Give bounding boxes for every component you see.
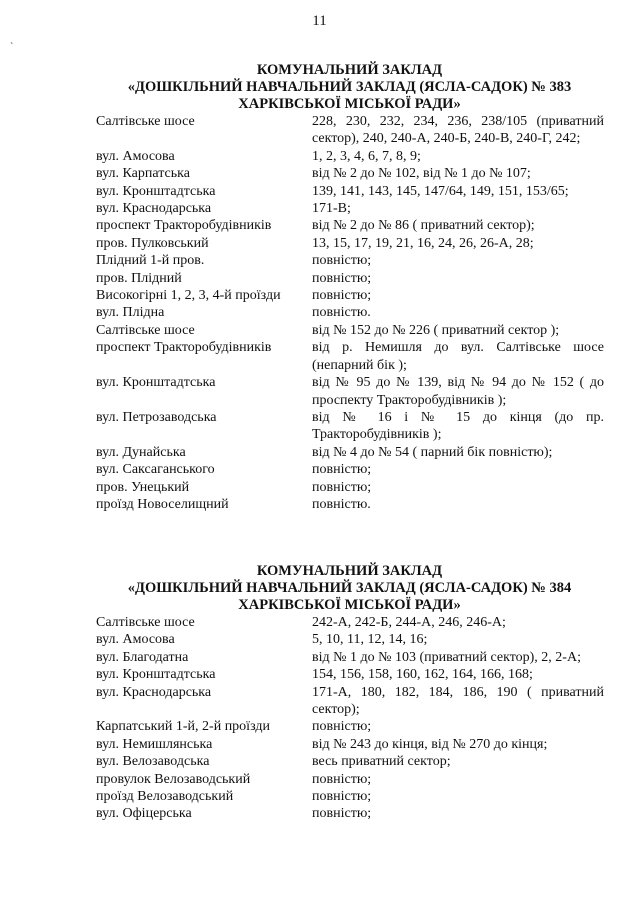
house-numbers: 13, 15, 17, 19, 21, 16, 24, 26, 26-А, 28; [312,235,534,251]
street-name: вул. Дунайська [96,444,186,460]
street-name: Салтівське шосе [96,615,195,630]
heading-line: КОМУНАЛЬНИЙ ЗАКЛАД [256,62,443,78]
house-numbers: від № 2 до № 102, від № 1 до № 107; [312,166,531,182]
house-numbers: 171-В; [312,201,351,217]
address-row [0,771,639,788]
house-numbers: 242-А, 242-Б, 244-А, 246, 246-А; [312,615,506,630]
address-row [0,200,639,217]
address-row [0,339,639,374]
heading-line: КОМУНАЛЬНИЙ ЗАКЛАД [256,563,443,579]
street-name: вул. Велозаводська [96,754,210,770]
address-row [0,322,639,339]
house-numbers: повністю; [312,462,372,478]
heading-line: ХАРКІВСЬКОЇ МІСЬКОЇ РАДИ» [238,96,461,112]
street-name: вул. Офіцерська [96,806,192,822]
address-row [0,479,639,496]
house-numbers: від № 243 до кінця, від № 270 до кінця; [312,736,548,752]
address-row [0,736,639,753]
address-row [0,165,639,182]
address-row [0,753,639,770]
address-row [0,496,639,513]
street-name: проспект Тракторобудівників [96,340,272,356]
house-numbers: повністю; [312,253,372,269]
street-name: пров. Плідний [96,270,182,286]
address-row [0,631,639,648]
address-row [0,788,639,805]
street-name: проїзд Велозаводський [96,789,234,805]
street-name: Салтівське шосе [96,322,195,338]
section-heading [0,563,639,614]
street-name: Карпатський 1-й, 2-й проїзди [96,719,270,735]
house-numbers: повністю; [312,479,372,495]
address-list [0,113,639,513]
section-kindergarten-384 [0,563,639,823]
house-numbers: від № 16 і № 15 до кінця (до пр. Тракторобудівників ); [312,409,604,443]
address-row [0,684,639,719]
address-row [0,235,639,252]
street-name: вул. Кронштадтська [96,183,216,199]
heading-line: «ДОШКІЛЬНИЙ НАВЧАЛЬНИЙ ЗАКЛАД (ЯСЛА-САДОК) № 384 [127,580,572,596]
section-heading [0,62,639,113]
page-number: 11 [312,13,327,29]
house-numbers: від № 152 до № 226 ( приватний сектор ); [312,322,560,338]
street-name: вул. Краснодарська [96,201,212,217]
house-numbers: від р. Немишля до вул. Салтівське шосе (непарний бік ); [312,340,604,373]
house-numbers: 1, 2, 3, 4, 6, 7, 8, 9; [312,148,421,164]
street-name: вул. Краснодарська [96,684,212,700]
address-row [0,287,639,304]
street-name: проспект Тракторобудівників [96,218,272,234]
house-numbers: 228, 230, 232, 234, 236, 238/105 (приватний сектор), 240, 240-А, 240-Б, 240-В, 240-Г, 242; [312,114,604,147]
house-numbers: повністю; [312,789,372,805]
street-name: вул. Кронштадтська [96,667,216,683]
scan-mark: ` [10,42,14,53]
address-row [0,805,639,822]
address-row [0,649,639,666]
house-numbers: 5, 10, 11, 12, 14, 16; [312,632,428,648]
address-row [0,409,639,444]
house-numbers: повністю; [312,288,372,304]
house-numbers: весь приватний сектор; [312,754,451,770]
address-row [0,444,639,461]
house-numbers: від № 2 до № 86 ( приватний сектор); [312,218,535,234]
house-numbers: від № 1 до № 103 (приватний сектор), 2, 2-А; [312,649,581,665]
street-name: вул. Благодатна [96,649,189,665]
address-row [0,666,639,683]
house-numbers: повністю; [312,270,372,286]
house-numbers: від № 95 до № 139, від № 94 до № 152 ( до проспекту Тракторобудівників ); [312,375,604,408]
address-row [0,304,639,321]
street-name: вул. Плідна [96,305,165,321]
street-name: вул. Петрозаводська [96,409,217,425]
house-numbers: 171-А, 180, 182, 184, 186, 190 ( приватний сектор); [312,684,604,718]
street-name: Високогірні 1, 2, 3, 4-й проїзди [96,288,281,304]
heading-line: «ДОШКІЛЬНИЙ НАВЧАЛЬНИЙ ЗАКЛАД (ЯСЛА-САДОК) № 383 [127,79,572,95]
house-numbers: повністю; [312,719,372,735]
address-row [0,113,639,148]
address-row [0,148,639,165]
street-name: вул. Немишлянська [96,736,213,752]
street-name: вул. Амосова [96,632,175,648]
house-numbers: повністю. [312,496,371,512]
address-row [0,270,639,287]
house-numbers: 139, 141, 143, 145, 147/64, 149, 151, 153/65; [312,183,569,199]
house-numbers: 154, 156, 158, 160, 162, 164, 166, 168; [312,667,533,683]
street-name: Салтівське шосе [96,114,195,129]
address-list [0,614,639,823]
house-numbers: від № 4 до № 54 ( парний бік повністю); [312,444,553,460]
address-row [0,461,639,478]
street-name: вул. Кронштадтська [96,375,216,391]
address-row [0,252,639,269]
street-name: вул. Амосова [96,148,175,164]
street-name: пров. Пулковський [96,235,209,251]
street-name: провулок Велозаводський [96,771,251,787]
address-row [0,183,639,200]
house-numbers: повністю; [312,771,372,787]
address-row [0,718,639,735]
street-name: вул. Карпатська [96,166,190,182]
house-numbers: повністю; [312,806,372,822]
heading-line: ХАРКІВСЬКОЇ МІСЬКОЇ РАДИ» [238,597,461,613]
street-name: вул. Саксаганського [96,462,215,478]
street-name: проїзд Новоселищний [96,496,229,512]
house-numbers: повністю. [312,305,371,321]
address-row [0,614,639,631]
street-name: Плідний 1-й пров. [96,253,205,269]
section-kindergarten-383 [0,62,639,513]
address-row [0,374,639,409]
street-name: пров. Унецький [96,479,190,495]
address-row [0,217,639,234]
